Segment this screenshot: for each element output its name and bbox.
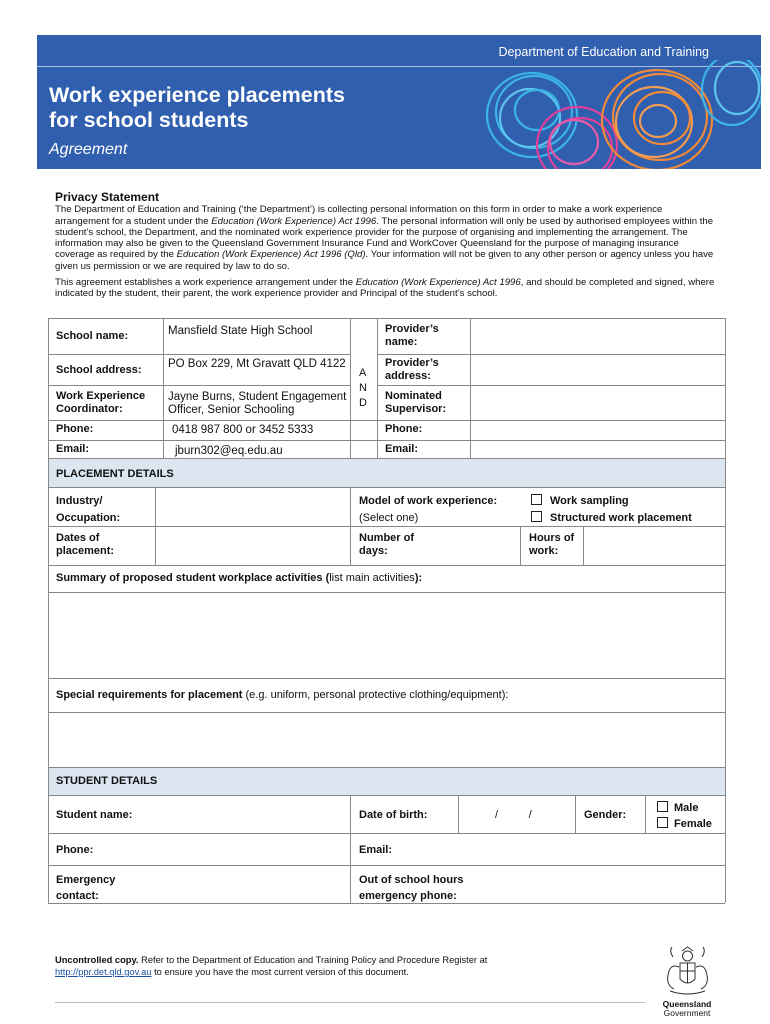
special-label-bold: Special requirements for placement [56,689,243,701]
hours-label-line: Hours of [529,532,575,544]
footer-text: Refer to the Department of Education and Training Policy and Procedure Register at [138,955,488,965]
model-hint: (Select one) [359,512,419,524]
oos-label-line: Out of school hours [359,874,464,886]
student-email-field[interactable] [400,835,724,864]
summary-label-hint: list main activities [329,572,415,584]
days-field[interactable] [452,528,519,564]
gender-female-option[interactable] [657,816,712,832]
logo-queensland: Queensland [662,999,712,1009]
structured-placement-label: Structured work placement [550,512,692,524]
coordinator-label-line: Coordinator: [56,403,123,415]
supervisor-label-line: Supervisor: [385,403,447,415]
provider-name-label-line: name: [385,336,418,348]
school-phone-field[interactable]: 0418 987 800 or 3452 5333 [172,424,314,436]
days-label [359,532,414,558]
school-address-field[interactable]: PO Box 229, Mt Gravatt QLD 4122 [168,358,346,370]
summary-label-bold: Summary of proposed student workplace activities ( [56,572,330,584]
footer-line-1 [55,954,487,966]
privacy-text: This agreement establishes a work experience arrangement under the [55,277,356,289]
student-name-label: Student name: [56,809,133,821]
industry-label [56,493,120,527]
and-divider [359,366,367,411]
gender-options [657,800,712,832]
act-name: Education (Work Experience) Act 1996 [211,215,377,227]
days-label-line: days: [359,545,388,557]
school-name-label: School name: [56,330,129,342]
privacy-paragraph-1 [55,204,715,272]
summary-label [56,572,422,584]
footer-text: to ensure you have the most current version of this document. [151,967,409,977]
coordinator-label-line: Work Experience [56,390,146,402]
model-options [531,493,692,527]
page-subtitle: Agreement [49,141,128,158]
oos-label-line: emergency phone: [359,890,457,902]
gender-male-label: Male [674,802,699,814]
and-letter: N [359,382,367,394]
special-label-hint: (e.g. uniform, personal protective clothing/equipment): [242,689,509,701]
oos-phone-label [359,872,464,904]
school-name-field[interactable]: Mansfield State High School [168,325,313,337]
gender-label: Gender: [584,809,627,821]
student-details-heading: STUDENT DETAILS [56,775,158,787]
industry-label-line: Occupation: [56,512,121,524]
act-name: Education (Work Experience) Act 1996 (Qld) [176,249,366,261]
queensland-crest-icon [660,945,715,999]
summary-field[interactable] [50,594,724,677]
privacy-heading: Privacy Statement [55,190,160,204]
industry-field[interactable] [157,489,349,525]
special-requirements-label [56,689,508,701]
school-phone-label: Phone: [56,423,94,435]
supervisor-label [385,390,446,416]
school-address-label: School address: [56,364,142,376]
industry-label-line: Industry/ [56,495,103,507]
emergency-contact-label [56,872,115,904]
coordinator-value-line: Jayne Burns, Student Engagement [168,391,347,403]
supervisor-field[interactable] [472,387,724,419]
days-label-line: Number of [359,532,414,544]
queensland-government-logo [652,1000,722,1018]
coordinator-value-line: Officer, Senior Schooling [168,404,295,416]
checkbox-icon[interactable] [531,494,542,505]
summary-label-end: ): [414,572,423,584]
and-letter: D [359,397,367,409]
school-email-label: Email: [56,443,90,455]
checkbox-icon[interactable] [657,817,668,828]
logo-government: Government [663,1008,711,1018]
dates-label-line: placement: [56,545,115,557]
provider-email-field[interactable] [472,441,724,457]
provider-address-field[interactable] [472,356,724,384]
dates-label [56,532,114,558]
provider-address-label-line: Provider’s [385,357,439,369]
provider-phone-label: Phone: [385,423,423,435]
coordinator-label [56,390,145,416]
coordinator-field[interactable] [168,391,346,417]
student-email-label: Email: [359,844,393,856]
privacy-paragraph-2 [55,277,715,300]
provider-address-label-line: address: [385,370,431,382]
provider-address-label [385,357,439,383]
footer-note [55,954,487,978]
gender-male-option[interactable] [657,800,712,816]
privacy-statement [55,192,715,305]
hours-field[interactable] [585,528,724,564]
provider-email-label: Email: [385,443,419,455]
provider-name-field[interactable] [472,320,724,353]
provider-name-label [385,323,439,349]
ppr-link[interactable]: http://ppr.det.qld.gov.au [55,967,152,977]
dob-label: Date of birth: [359,809,428,821]
footer-divider [55,1002,645,1003]
emergency-label-line: Emergency [56,874,116,886]
dob-field[interactable]: / / [495,809,532,821]
provider-phone-field[interactable] [472,421,724,439]
work-sampling-option[interactable] [531,493,692,510]
gender-female-label: Female [674,818,712,830]
school-email-field[interactable]: jburn302@eq.edu.au [175,445,283,457]
work-sampling-label: Work sampling [550,495,629,507]
title-line-1: Work experience placements [49,83,345,107]
special-requirements-field[interactable] [50,714,724,766]
uncontrolled-copy-label: Uncontrolled copy. [55,955,139,965]
dates-field[interactable] [157,528,349,564]
privacy-text: The Department of Education and Training (‘the Department’) is collecting personal information on this form in order to make a work experience arrangement for a student under the [55,204,663,227]
header-banner [37,35,761,169]
student-phone-field[interactable] [110,835,349,864]
supervisor-label-line: Nominated [385,390,442,402]
emergency-label-line: contact: [56,890,99,902]
and-letter: A [359,367,367,379]
title-line-2: for school students [49,108,249,132]
dates-label-line: Dates of [56,532,100,544]
privacy-text: . Your information will not be given to any other person or agency unless you have given us permission or we are required by law to do so. [55,249,714,272]
oos-phone-field[interactable] [480,867,724,902]
hours-label [529,532,574,558]
page-title [49,83,345,133]
student-name-field[interactable] [150,797,349,832]
hours-label-line: work: [529,545,559,557]
model-label [359,493,497,527]
footer-line-2 [55,966,487,978]
checkbox-icon[interactable] [531,511,542,522]
placement-details-heading: PLACEMENT DETAILS [56,468,174,480]
privacy-text: , and should be completed and signed, where indicated by the student, their parent, the work experience provider and Principal of the student’s school. [55,277,715,300]
decorative-swirls-graphic [432,60,761,169]
department-name: Department of Education and Training [498,45,709,59]
act-name: Education (Work Experience) Act 1996 [355,277,521,289]
structured-placement-option[interactable] [531,510,692,527]
provider-name-label-line: Provider’s [385,323,439,335]
model-label-text: Model of work experience: [359,495,498,507]
emergency-contact-field[interactable] [150,867,349,902]
checkbox-icon[interactable] [657,801,668,812]
privacy-text: . The personal information will only be used by authorised employees within the student’s school, the Department, and the nominated work experience provider for the purpose of organising and implementing the arrangement. The information may also be given to the Queensland Government Insurance Fund and WorkCover Queensland for the purpose of managing insurance coverage as required by the [55,215,714,261]
student-phone-label: Phone: [56,844,94,856]
